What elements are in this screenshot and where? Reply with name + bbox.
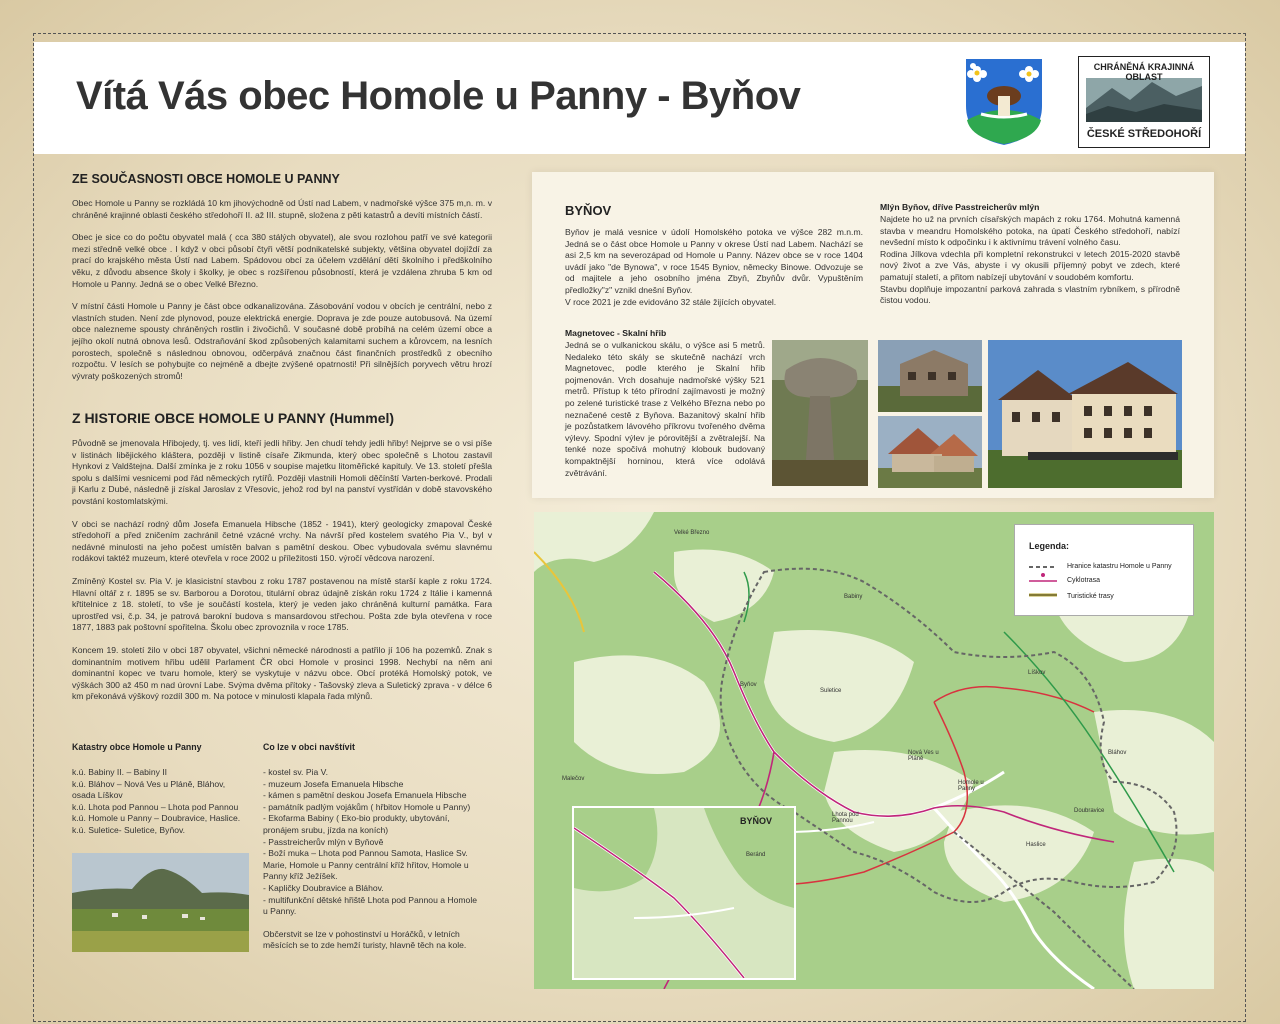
- map-label: Bláhov: [1108, 750, 1127, 756]
- mill-roof-photo: [878, 416, 982, 488]
- mlyn-text: [880, 214, 1180, 307]
- visit-list: [263, 767, 495, 952]
- map-label: Líškov: [1028, 670, 1046, 676]
- list-item: Marie, Homole u Panny centrální kříž hřitov, Homole u: [263, 859, 469, 870]
- legend-item-tourist: Turistické trasy: [1067, 593, 1114, 600]
- paragraph: Obec Homole u Panny se rozkládá 10 km jihovýchodně od Ústí nad Labem, v nadmořské výšce 375 m,n. m. v chráněné krajinné oblasti českého středohoří II. až III. stupně, složena z pěti katastrů a devíti místních částí.: [72, 198, 492, 220]
- paragraph: Původně se jmenovala Hřibojedy, tj. ves lidí, kteří jedli hřiby. Jen chudí tehdy jedli hřiby! Nejprve se o vsi píše v listinách libějického kláštera, později v listině císaře Zikmunda, který obec společně s Lhotou zastavil Hynkovi z Valdštejna. Další zmínka je z roku 1056 v soupise majetku litoměřické kapituly. Ve 13. století přešla spolu s dalšími vesnicemi pod řád německých rytířů. Později vlastnili Homoli děčínští Varten-berkové. Prodali ji Karlu z Dubé, následně ji získal Jaroslav z Vřesovic, jehož rod byl na panství vystřídán v době stavovského povstání kostomlatskými.: [72, 438, 492, 506]
- paragraph: Stavbu doplňuje impozantní parková zahrada s vlastním rybníkem, s přírodně čistou vodou.: [880, 283, 1180, 306]
- list-item: - muzeum Josefa Emanuela Hibsche: [263, 778, 404, 789]
- list-item: k.ú. Lhota pod Pannou – Lhota pod Pannou: [72, 801, 239, 812]
- map-label: Lhota pod Pannou: [832, 812, 859, 824]
- paragraph: V obci se nachází rodný dům Josefa Emanuela Hibsche (1852 - 1941), který geologicky zmapoval České středohoří a před zničením zachránil četné vzácné vrchy. Na návrší před kostelem svatého Pia V., byl v nedávné minulosti na jeho počest umístěn balvan s pamětní deskou. Obec vybudovala svému slavnému rodákovi taktéž muzeum, které otevřela v roce 2002 u příležitosti 150. výročí vědcova narození.: [72, 518, 492, 564]
- bynov-text: [565, 227, 863, 308]
- map-legend: [1014, 524, 1194, 616]
- legend-symbols: [1029, 563, 1057, 607]
- list-item: k.ú. Babiny II. – Babiny II: [72, 767, 168, 777]
- map-label: Byňov: [740, 682, 757, 688]
- map-label: Nová Ves u Pláně: [908, 750, 939, 762]
- map-label: Babiny: [844, 594, 863, 600]
- paragraph: Obec je sice co do počtu obyvatel malá ( cca 380 stálých obyvatel), ale svou rozlohou patří ve své kategorii mezi středně velké obce . I když v obci působí čtyři větší podnikatelské subjekty, většina obyvatel dojíždí za prací do krajského města Ústí nad Labem. Spádovou obcí za účelem vzdělání dětí školního i předškolního věku, z důvodu absence školy i školky, je obec s rozšířenou působností, která je vzdálena zhruba 5 km od Homole u Panny. Jedná se o obec Velké Březno.: [72, 232, 492, 289]
- inset-title: BYŇOV: [740, 816, 773, 826]
- paragraph: Rodina Jílkova vdechla při kompletní rekonstrukci v letech 2015-2020 stavbě nový život a zve Vás, abyste i vy okusili příjemný pobyt ve zdech, které pamatují staletí, a přitom nabízejí ubytování v soudobém komfortu.: [880, 248, 1180, 282]
- mill-building-photo: [988, 340, 1182, 488]
- coat-of-arms-icon: [963, 56, 1045, 148]
- list-item: k.ú. Suletice- Suletice, Byňov.: [72, 824, 186, 835]
- magnetovec-heading: Magnetovec - Skalní hřib: [565, 328, 667, 338]
- history-text: [72, 438, 492, 703]
- paragraph: Zmíněný Kostel sv. Pia V. je klasicistní stavbou z roku 1787 postavenou na místě starší kaple z roku 1724. Hlavní oltář z r. 1895 se sv. Barborou a Dorotou, titulární obraz údajně získán roku 1724 z Itálie i kamenná křtitelnice z 18. století, to vše je součástí kostela, který je veden jako chráněná kulturní památka. Fara uprostřed vsi, č.p. 34, je patrová barokní budova s mansardovou střechou. Pošta zde byla otevřena v roce 1877, 1883 pak poštovní spořitelna. Školu obec zprovoznila v roce 1785.: [72, 575, 492, 633]
- map-label: Doubravice: [1074, 808, 1105, 814]
- list-item: osada Líškov: [72, 790, 123, 801]
- present-heading: ZE SOUČASNOSTI OBCE HOMOLE U PANNY: [72, 172, 340, 186]
- paragraph: V místní části Homole u Panny je část obce odkanalizována. Zásobování vodou v obcích je centrální, nebo z vlastních studen. Není zde plynovod, pouze elektrická energie. Doprava je zde pouze autobusová. Na území obce nalezneme spousty chráněných rostlin i živočichů. V současné době probíhá na celém území obce a jejího okolí nutná obnova lesů. Odstraňování škod způsobených kalamitami suchem a kůrovcem, na lesních porostech, společně s následnou obnovou, odčerpává značnou část finančních prostředků z obecního rozpočtu. V lesích se pohybujte co nejméně a dbejte zvýšené opatrnosti! Při silnějších poryvech větru hrozí vývraty poškozených stromů!: [72, 301, 492, 381]
- list-item: - Ekofarma Babiny ( Eko-bio produkty, ubytování,: [263, 813, 450, 824]
- history-heading: Z HISTORIE OBCE HOMOLE U PANNY (Hummel): [72, 410, 395, 426]
- list-item: - kámen s pamětní deskou Josefa Emanuela Hibsche: [263, 790, 467, 801]
- chko-title-top: CHRÁNĚNÁ KRAJINNÁ OBLAST: [1093, 62, 1195, 82]
- paragraph: Jedná se o vulkanickou skálu, o výšce asi 5 metrů. Nedaleko této skály se skutečně nachází vrch Magnetovec, podle kterého je Skalní hřib pojmenován. Vrch dosahuje nadmořské výšky 521 metrů. Přístup k této přírodní zajímavosti je možný po zelené turistické trase z Velkého Března nebo po neznačené cestě z Byňova. Bazanitový skalní hřib je pozůstatkem lávového příkrovu tvořeného dvěma výlevy. Spodní výlev je pórovitější a zvětralejší. Na tenké noze spočívá mohutný klobouk budovaný kompaktnější horninou, která více odolává zvětrávání.: [565, 340, 765, 478]
- mill-ruin-photo: [878, 340, 982, 412]
- list-item: Panny kříž Ježíšek.: [263, 871, 338, 882]
- paragraph: Byňov je malá vesnice v údolí Homolského potoka ve výšce 282 m.n.m. Jedná se o část obce Homole u Panny v okrese Ústí nad Labem. Nachází se asi 2,5 km na severozápad od Homole u Panny. Název obce se v roce 1404 uvádí jako "de Bynowa", v roce 1545 Byniov, německy Binowe. Odvozuje se od majitele a jeho osobního jména Zbyň, Zbyňův dvůr. Vypuštěním předložky"z" vznikl dnešní Byňov.: [565, 227, 863, 295]
- chko-title-bottom: ČESKÉ STŘEDOHOŘÍ: [1086, 128, 1202, 140]
- list-item: k.ú. Homole u Panny – Doubravice, Haslice.: [72, 813, 241, 824]
- bynov-heading: BYŇOV: [565, 203, 612, 218]
- map-label: Suletice: [820, 688, 842, 694]
- list-item: u Panny.: [263, 906, 297, 917]
- list-item: - Boží muka – Lhota pod Pannou Samota, Haslice Sv.: [263, 848, 468, 859]
- chko-logo: [1078, 56, 1210, 148]
- map-label: Velké Březno: [674, 530, 710, 536]
- landscape-photo: [72, 853, 249, 952]
- paragraph: Koncem 19. století žilo v obci 187 obyvatel, všichni německé národnosti a patřilo jí 106 ha pozemků. Znak s dominantním motivem hřibu udělil Parlament ČR obci Homole v prosinci 1998. Nechybí na něm ani dominantní kopec ve tvaru homole, který se vyskytuje v názvu obce. Obcí protéká Homolský potok, ve výškách 300 až 450 m nad úrovní Labe. Svýma dvěma přítoky - Tašovský zleva a Suletický zprava - v délce 6 km překonává výškový rozdíl 300 m. Na potoce v minulosti klapala řada mlýnů.: [72, 644, 492, 702]
- rock-mushroom-photo: [772, 340, 868, 486]
- present-text: [72, 198, 492, 382]
- paragraph: Najdete ho už na prvních císařských mapách z roku 1764. Mohutná kamenná stavba v meandru Homolského potoka, na úpatí Českého středohoří, nabízí nevšední místo k odpočinku i k aktivnímu trávení volného času.: [880, 214, 1180, 248]
- list-item: - multifunkční dětské hřiště Lhota pod Pannou a Homole: [263, 894, 478, 905]
- map-label: Malečov: [562, 776, 585, 782]
- mlyn-heading: Mlýn Byňov, dříve Passtreicherův mlýn: [880, 202, 1040, 212]
- map-label: Beránd: [746, 852, 766, 858]
- map-label: Haslice: [1026, 842, 1046, 848]
- paragraph: V roce 2021 je zde evidováno 32 stále žijících obyvatel.: [565, 296, 777, 307]
- visit-heading: Co lze v obci navštívit: [263, 742, 355, 752]
- list-item: pronájem srubu, jízda na koních): [263, 824, 389, 835]
- legend-title: Legenda:: [1029, 541, 1070, 551]
- map-label: Homole u Panny: [958, 780, 984, 792]
- legend-item-boundary: Hranice katastru Homole u Panny: [1067, 563, 1172, 570]
- list-item: - Passtreicherův mlýn v Byňově: [263, 836, 384, 847]
- legend-item-cycle: Cyklotrasa: [1067, 577, 1101, 584]
- katastry-list: [72, 767, 252, 837]
- list-item: - Kapličky Doubravice a Bláhov.: [263, 882, 384, 893]
- list-item: - památník padlým vojákům ( hřbitov Homole u Panny): [263, 801, 471, 812]
- list-item: - kostel sv. Pia V.: [263, 767, 328, 777]
- visit-footer: Občerstvit se lze v pohostinství u Horáčků, v letních měsících se to zde hemží turisty, hlavně těch na kole.: [263, 928, 467, 951]
- page-title: Vítá Vás obec Homole u Panny - Byňov: [76, 74, 801, 118]
- magnetovec-text: [565, 340, 765, 479]
- bynov-inset-map[interactable]: [572, 806, 796, 980]
- katastry-heading: Katastry obce Homole u Panny: [72, 742, 202, 752]
- list-item: k.ú. Bláhov – Nová Ves u Pláně, Bláhov,: [72, 778, 226, 789]
